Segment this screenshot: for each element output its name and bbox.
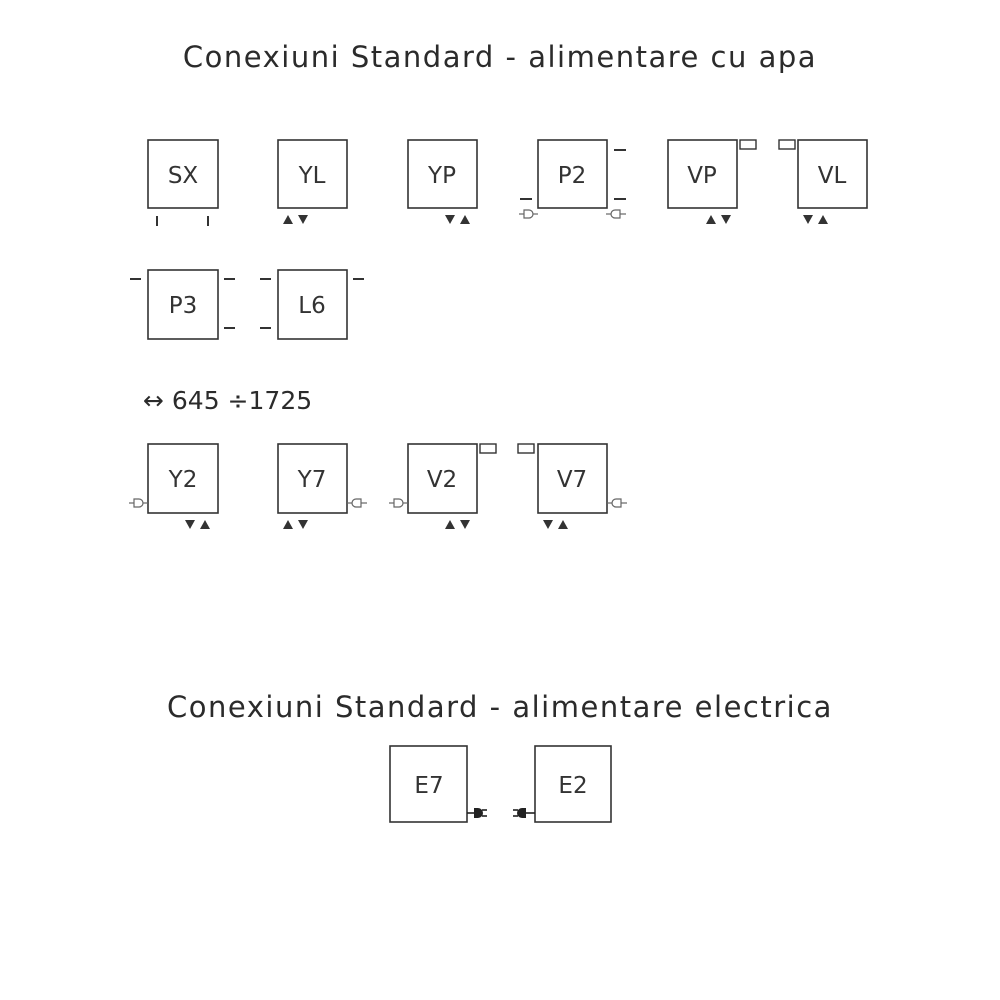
radiator-y7 [278, 444, 367, 529]
right-electric-plug-icon [467, 808, 487, 818]
radiator-p3 [130, 270, 235, 339]
radiator-code-vp: VP [687, 163, 717, 189]
bottom-left-arrows-icon [283, 215, 308, 224]
radiator-code-v7: V7 [556, 467, 588, 493]
radiator-code-v2: V2 [426, 467, 458, 493]
radiator-code-y2: Y2 [168, 467, 198, 493]
radiator-code-y7: Y7 [297, 467, 327, 493]
radiator-yp [408, 140, 477, 224]
radiator-sx [148, 140, 218, 226]
radiator-code-p2: P2 [557, 163, 587, 189]
radiator-code-yl: YL [298, 163, 326, 189]
radiator-code-vl: VL [817, 163, 847, 189]
radiator-code-yp: YP [428, 163, 456, 189]
electric-section-title: Conexiuni Standard - alimentare electrica [167, 690, 833, 724]
length-range-note: ↔ 645 ÷1725 [143, 386, 313, 415]
radiator-code-e7: E7 [414, 773, 444, 799]
bottom-right-arrows-icon [445, 215, 470, 224]
radiator-vp [668, 140, 756, 224]
radiator-l6 [260, 270, 364, 339]
water-section-title: Conexiuni Standard - alimentare cu apa [182, 40, 818, 74]
radiator-yl [278, 140, 347, 224]
radiator-code-sx: SX [167, 163, 199, 189]
radiator-y2 [129, 444, 218, 529]
radiator-e7 [390, 746, 487, 822]
radiator-vl [779, 140, 867, 224]
radiator-e2 [513, 746, 611, 822]
radiator-v2 [389, 444, 496, 529]
radiator-code-l6: L6 [298, 293, 326, 319]
radiator-code-e2: E2 [558, 773, 588, 799]
radiator-v7 [518, 444, 627, 529]
radiator-p2 [519, 140, 626, 218]
radiator-code-p3: P3 [168, 293, 198, 319]
two-bottom-pipes-icon [157, 216, 208, 226]
left-electric-plug-icon [513, 808, 535, 818]
